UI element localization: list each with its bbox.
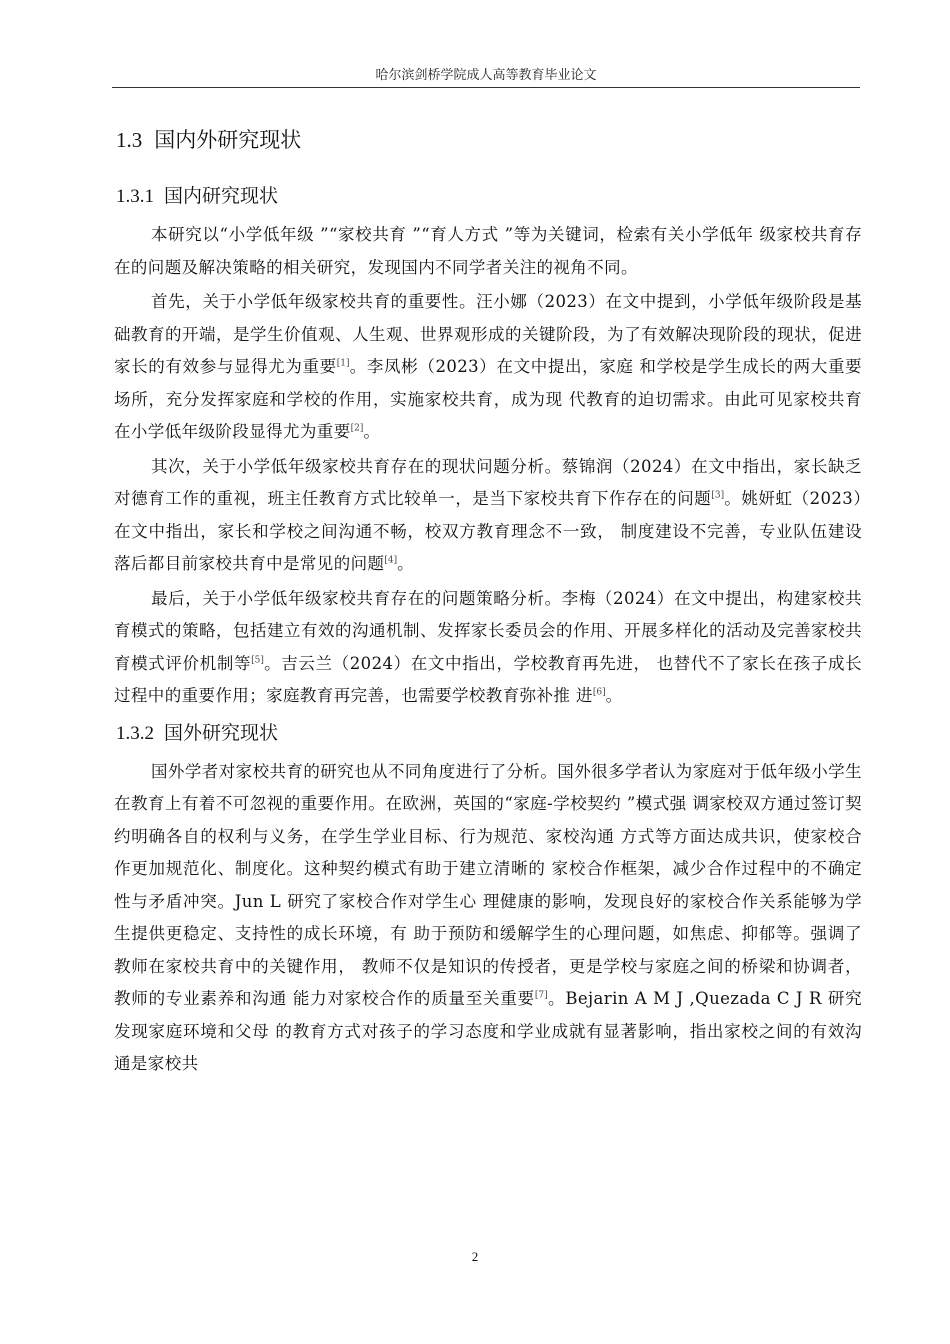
paragraph-text: 最后，关于小学低年级家校共育存在的问题策略分析。李梅（2024）在文中提出，构建家校共育模式的策略，包括建立有效的沟通机制、发挥家长委员会的作用、开展多样化的活动及完善家校共育模式评价机制等 — [114, 588, 862, 673]
paragraph-problems — [114, 451, 862, 581]
page-body — [114, 118, 862, 1083]
running-header: 哈尔滨剑桥学院成人高等教育毕业论文 — [375, 68, 597, 83]
paragraph-text: 。吉云兰（2024）在文中指出，学校教育再先进， 也替代不了家长在孩子成长过程中的重要作用；家庭教育再完善，也需要学校教育弥补推 进 — [114, 653, 862, 705]
citation-3: [3] — [711, 490, 725, 501]
paragraph-text: 。 — [363, 422, 381, 441]
citation-5: [5] — [251, 655, 264, 665]
paragraph-text: 。姚妍虹（2023）在文中指出，家长和学校之间沟通不畅，校双方教育理念不一致， 制度建设不完善，专业队伍建设落后都目前家校共育中是常见的问题 — [114, 489, 863, 573]
citation-1: [1] — [336, 358, 350, 369]
paragraph-text: 。李凤彬（2023）在文中提出，家庭 和学校是学生成长的两大重要场所，充分发挥家庭和学校的作用，实施家校共育，成为现 代教育的迫切需求。由此可见家校共育在小学低年级阶段显得尤为重要 — [114, 357, 862, 441]
subsection-number: 1.3.1 — [116, 186, 154, 207]
paragraph-text: 首先，关于小学低年级家校共育的重要性。汪小娜（2023）在文中提到，小学低年级阶段是基础教育的开端，是学生价值观、人生观、世界观形成的关键阶段，为了有效解决现阶段的现状，促进家长的有效参与显得尤为重要 — [114, 292, 862, 376]
paragraph-strategies — [114, 583, 862, 713]
header-rule — [112, 87, 860, 88]
citation-4: [4] — [384, 555, 398, 566]
subsection-heading-foreign — [116, 715, 862, 752]
subsection-number: 1.3.2 — [116, 722, 154, 744]
paragraph-text: 。 — [605, 686, 623, 705]
subsection-heading-domestic — [116, 178, 862, 215]
citation-2: [2] — [350, 423, 364, 434]
subsection-title: 国外研究现状 — [164, 721, 279, 744]
paragraph-intro: 本研究以“小学低年级 ”“家校共育 ”“育人方式 ”等为关键词，检索有关小学低年 级家校共育存在的问题及解决策略的相关研究，发现国内不同学者关注的视角不同。 — [114, 225, 862, 277]
paragraph-text: 国外学者对家校共育的研究也从不同角度进行了分析。国外很多学者认为家庭对于低年级小学生在教育上有着不可忽视的重要作用。在欧洲，英国的“家庭-学校契约 ”模式强 调家校双方通过签订契约明确各自的权利与义务，在学生学业目标、行为规范、家校沟通 方式等方面达成共识，使家校合作更加规范化、制度化。这种契约模式有助于建立清晰的 家校合作框架，减少合作过程中的不确定性与矛盾冲突。Jun L 研究了家校合作对学生心 理健康的影响，发现良好的家校合作关系能够为学生提供更稳定、支持性的成长环境，有 助于预防和缓解学生的心理问题，如焦虑、抑郁等。强调了教师在家校共育中的关键作用， 教师不仅是知识的传授者，更是学校与家庭之间的桥梁和协调者，教师的专业素养和沟通 能力对家校合作的质量至关重要 — [114, 761, 862, 1008]
paragraph-text: 。 — [397, 554, 415, 573]
section-number: 1.3 — [116, 128, 143, 152]
citation-7: [7] — [534, 990, 548, 1001]
citation-6: [6] — [592, 687, 606, 698]
subsection-title: 国内研究现状 — [164, 185, 279, 207]
section-heading — [116, 118, 862, 162]
page-number: 2 — [471, 1249, 479, 1264]
section-title: 国内外研究现状 — [154, 128, 302, 152]
paragraph-foreign — [114, 756, 862, 1081]
paragraph-text: 。Bejarin A M J ,Quezada C J R 研究发现家庭环境和父母 的教育方式对孩子的学习态度和学业成就有显著影响，指出家校之间的有效沟通是家校共 — [114, 989, 862, 1073]
paragraph-text: 其次，关于小学低年级家校共育存在的现状问题分析。蔡锦润（2024）在文中指出，家长缺乏对德育工作的重视，班主任教育方式比较单一，是当下家校共育下作存在的问题 — [114, 456, 862, 508]
paragraph-importance — [114, 286, 862, 449]
